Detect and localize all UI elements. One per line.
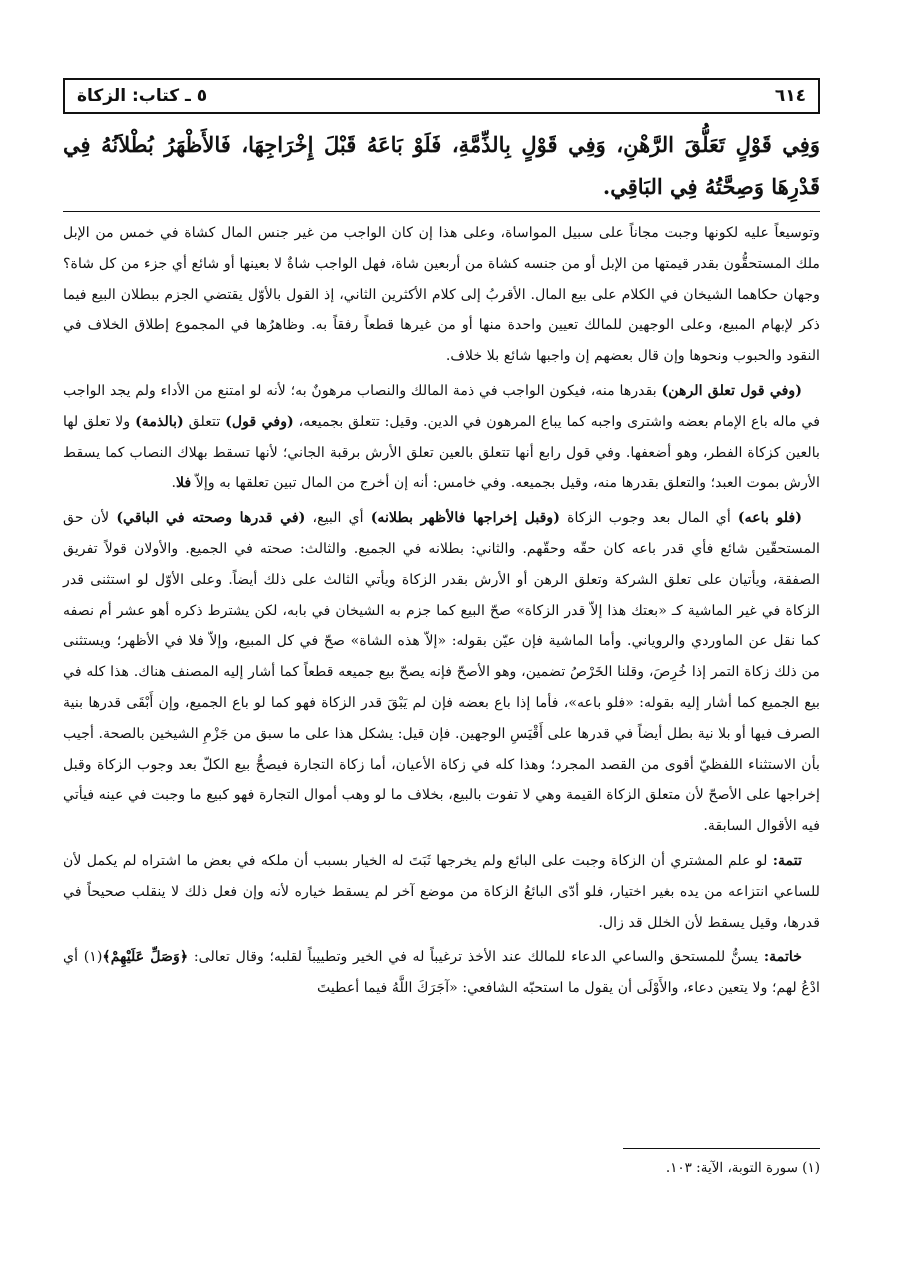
- commentary-paragraph-1: وتوسيعاً عليه لكونها وجبت مجاناً على سبيل المواساة، وعلى هذا إن كان الواجب من غير جنس المال كشاة في خمس من الإبل ملك المستحقُّون بقدر قيمتها من الإبل أو من جنسه كشاة من أربعين شاة، فهل الواجب شاةٌ لا بعينها أو شائع أي جزء من كل شاة؟ وجهان حكاهما الشيخان في الكلام على بيع المال. الأقربُ إلى كلام الأكثرين الثاني، إذ القول بالأوّل يقتضي الجزم ببطلان البيع فيما ذكر لإبهام المبيع، وعلى الوجهين للمالك تعيين واحدة منها أو من غيرها قطعاً رفقاً به. وظاهرُها في المجموع إطلاق الخلاف في النقود والحبوب ونحوها وإن قال بعضهم إن واجبها شائع بلا خلاف.: [63, 225, 820, 365]
- footnote: (١) سورة التوبة، الآية: ١٠٣.: [665, 1160, 820, 1176]
- page-header: [63, 78, 820, 114]
- bold-quote: (في قدرها وصحته في الباقي): [116, 510, 306, 527]
- bold-quote: فلا: [176, 475, 192, 492]
- bold-quote: (وقبل إخراجها فالأظهر بطلانه): [370, 510, 560, 527]
- page-number: ٦١٤: [774, 86, 806, 106]
- commentary-paragraph-2: (وفي قول تعلق الرهن) بقدرها منه، فيكون الواجب في ذمة المالك والنصاب مرهونٌ به؛ لأنه لو امتنع من الأداء ولم يجد الواجب في ماله باع الإمام بعضه واشترى واجبه كما يباع المرهون في الدين. وقيل: تتعلق بجميعه، (وفي قول) تتعلق (بالذمة) ولا تعلق لها بالعين كزكاة الفطر، وهو أضعفها. وفي قول رابع أنها تتعلق بالعين تعلق الأرش برقبة الجاني؛ لأنها تسقط بهلاك النصاب كما يسقط الأرش بموت العبد؛ والتعلق بقدرها منه، وقيل بجميعه. وفي خامس: أنه إن أخرج من المال تبين تعلقها به وإلاّ فلا.: [63, 382, 821, 492]
- commentary: [63, 218, 820, 1008]
- section-label-tatimma: تتمة:: [772, 852, 802, 869]
- commentary-paragraph-4: تتمة: لو علم المشتري أن الزكاة وجبت على البائع ولم يخرجها ثَبَتَ له الخيار بسبب أن ملكه في بعض ما اشتراه لم يكمل لأن للساعي انتزاعه من يده بغير اختيار، فلو أدّى البائعُ الزكاة من موضع آخر لم يسقط خياره لأنه وإن فعل ذلك لا ينقلب صحيحاً في قدرها، وقيل يسقط لأن الخلل قد زال.: [63, 852, 820, 931]
- bold-quote: (فلو باعه): [737, 510, 802, 527]
- bold-quote: (بالذمة): [135, 413, 184, 430]
- separator-line: [63, 211, 820, 212]
- bold-quote: (وفي قول): [225, 413, 294, 430]
- quran-verse: ﴿وَصَلِّ عَلَيْهِمْ﴾: [102, 949, 189, 966]
- matn-text: وَفِي قَوْلٍ تَعَلُّقَ الرَّهْنِ، وَفِي قَوْلٍ بِالذِّمَّةِ، فَلَوْ بَاعَهُ قَبْلَ إِخْرَاجِهَا، فَالأَظْهَرُ بُطْلاَنُهُ فِي قَدْرِهَا وَصِحَّتُهُ فِي البَاقِي.: [63, 132, 820, 199]
- bold-quote: (وفي قول تعلق الرهن): [661, 382, 802, 399]
- commentary-paragraph-3: (فلو باعه) أي المال بعد وجوب الزكاة (وقبل إخراجها فالأظهر بطلانه) أي البيع، (في قدرها وصحته في الباقي) لأن حق المستحقّين شائع فأي قدر باعه كان حقّه وحقّهم. والثاني: بطلانه في الجميع. والثالث: صحته في الجميع. والأولان قولاً تفريق الصفقة، ويأتيان على تعلق الشركة وتعلق الرهن أو الأرش بقدر الزكاة ويأتي الثالث على ذلك أيضاً. وعلى الأوّل لو استثنى قدر الزكاة في غير الماشية كـ «بعتك هذا إلاّ قدر الزكاة» صحّ البيع كما جزم به الشيخان في بابه، لكن يشترط ذكره أهو عشر أم نصفه كما نقل عن الماوردي والروياني. وأما الماشية فإن عيّن بقوله: «إلاّ هذه الشاة» صحّ في كل المبيع، وإلاّ فلا في الأظهر؛ ويستثنى من ذلك زكاة التمر إذا خُرِصَ، وقلنا الخَرْصُ تضمين، وهو الأصحّ فإنه يصحّ بيع جميعه قطعاً كما أشار إليه المصنف هناك. هذا كله في بيع الجميع كما أشار إليه بقوله: «فلو باعه»، فأما إذا باع بعضه فإن لم يَبْقَ قدر الزكاة فهو كما لو باع الجميع، وإن أَبْقَى قدرها بنية الصرف فيها أو بلا نية بطل أيضاً في قدرها على أَقْيَسِ الوجهين. فإن قيل: يشكل هذا على ما سبق من جَزْمِ الشيخين بالصحة. أجيب بأن الاستثناء اللفظيّ أقوى من القصد المجرد؛ وهذا كله في زكاة الأعيان، أما زكاة التجارة فيصحُّ بيع الكلّ بعد وجوب الزكاة وقبل إخراجها على الأصحّ لأن متعلق الزكاة القيمة وهي لا تفوت بالبيع، بخلاف ما لو وهب أموال التجارة فهو كبيع ما وجبت في عينه فيأتي فيه الأقوال السابقة.: [63, 510, 820, 835]
- commentary-paragraph-5: خاتمة: يسنُّ للمستحق والساعي الدعاء للمالك عند الأخذ ترغيباً له في الخير وتطييباً لقلبه؛ وقال تعالى: ﴿وَصَلِّ عَلَيْهِمْ﴾(١) أي ادْعُ لهم؛ ولا يتعين دعاء، والأَوْلَى أن يقول ما استحبّه الشافعي: «آجَرَكَ اللَّهُ فيما أعطيتَ: [63, 949, 820, 997]
- section-label-khatima: خاتمة:: [763, 949, 802, 966]
- footnote-separator: [623, 1148, 820, 1149]
- chapter-title: ٥ ـ كتاب: الزكاة: [77, 86, 208, 106]
